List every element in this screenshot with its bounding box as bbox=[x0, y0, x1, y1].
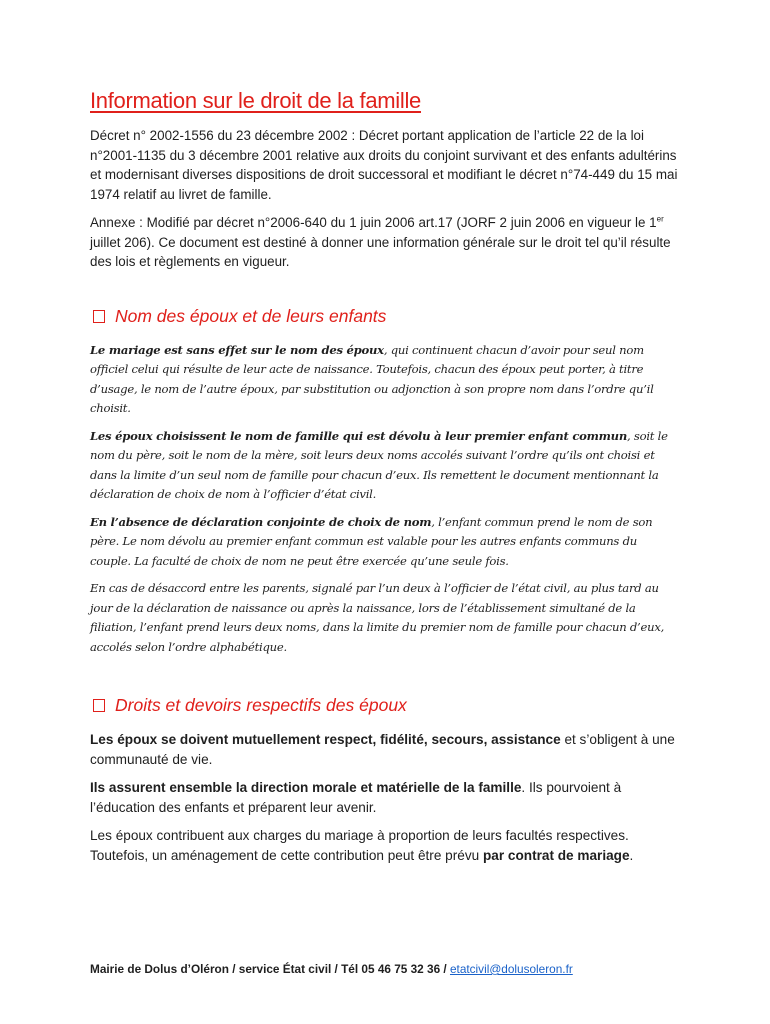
rights-p3-end: . bbox=[629, 847, 634, 863]
names-p1-text: , qui continuent chacun d’avoir pour seul nom officiel celui qui résulte de leur acte de naissance. Toutefois, chacun des époux peut porter, à titre d’usage, le nom de l’autre époux, par substitution ou adjonction à son propre nom dans l’ordre qu’il choisit. bbox=[90, 342, 654, 415]
rights-p1-text: et s’obligent à une communauté de vie. bbox=[90, 732, 675, 767]
section-heading-rights bbox=[90, 695, 680, 716]
names-paragraph-1 bbox=[90, 341, 680, 419]
names-p3-bold: En l’absence de déclaration conjointe de choix de nom bbox=[90, 514, 432, 529]
annexe-superscript: er bbox=[656, 214, 664, 224]
section-heading-names bbox=[90, 306, 680, 327]
names-paragraph-4: En cas de désaccord entre les parents, signalé par l’un deux à l’officier de l’état civil, au plus tard au jour de la déclaration de naissance ou après la naissance, lors de l’établissement simultané de la filiation, l’enfant prend leurs deux noms, dans la limite du premier nom de famille pour chacun d’eux, accolés selon l’ordre alphabétique. bbox=[90, 581, 665, 654]
footer-email-link[interactable]: etatcivil@dolusoleron.fr bbox=[449, 962, 573, 976]
rights-p2-text: . Ils pourvoient à l’éducation des enfants et préparent leur avenir. bbox=[90, 780, 622, 815]
rights-paragraph-1 bbox=[90, 730, 680, 769]
rights-p3-text: Les époux contribuent aux charges du mariage à proportion de leurs facultés respectives. Toutefois, un aménagement de cette contribution peut être prévu bbox=[90, 828, 629, 863]
rights-p3-bold: par contrat de mariage bbox=[482, 847, 630, 863]
checkbox-square-icon bbox=[93, 699, 105, 712]
names-p3-text: , l’enfant commun prend le nom de son père. Le nom dévolu au premier enfant commun est valable pour les autres enfants communs du couple. La faculté de choix de nom ne peut être exercée qu’une seule fois. bbox=[90, 514, 653, 568]
annexe-text-a: Annexe : Modifié par décret n°2006-640 du 1 juin 2006 art.17 (JORF 2 juin 2006 en vigueur le 1 bbox=[90, 215, 657, 230]
rights-paragraph-3 bbox=[90, 826, 680, 865]
names-paragraph-2 bbox=[90, 427, 680, 505]
rights-p1-bold: Les époux se doivent mutuellement respect, fidélité, secours, assistance bbox=[90, 732, 561, 747]
page-footer bbox=[90, 962, 573, 976]
section-heading-label: Droits et devoirs respectifs des époux bbox=[115, 695, 407, 715]
checkbox-square-icon bbox=[93, 310, 105, 323]
annexe-text-b: juillet 206). Ce document est destiné à donner une information générale sur le droit tel qu’il résulte des lois et règlements en vigueur. bbox=[90, 234, 671, 269]
names-paragraph-3 bbox=[90, 513, 680, 572]
rights-paragraph-2 bbox=[90, 778, 680, 817]
names-p2-text: , soit le nom du père, soit le nom de la mère, soit leurs deux noms accolés suivant l’ordre qu’ils ont choisi et dans la limite d’un seul nom de famille pour chacun d’eux. Ils remettent le document mentionnant la déclaration de choix de nom à l’officier d’état civil. bbox=[90, 428, 668, 501]
rights-p2-bold: Ils assurent ensemble la direction morale et matérielle de la famille bbox=[90, 780, 522, 795]
intro-annexe bbox=[90, 213, 680, 272]
intro-decret: Décret n° 2002-1556 du 23 décembre 2002 : Décret portant application de l’article 22 de la loi n°2001-1135 du 3 décembre 2001 relative aux droits du conjoint survivant et des enfants adultérins et modernisant diverses dispositions de droit successoral et modifiant le décret n°74-449 du 15 mai 1974 relatif au livret de famille. bbox=[90, 128, 678, 202]
names-p2-bold: Les époux choisissent le nom de famille qui est dévolu à leur premier enfant commun bbox=[90, 428, 628, 443]
footer-contact-text: Mairie de Dolus d’Oléron / service État civil / Tél 05 46 75 32 36 / bbox=[90, 962, 450, 976]
section-heading-label: Nom des époux et de leurs enfants bbox=[115, 305, 387, 326]
names-p1-bold: Le mariage est sans effet sur le nom des époux bbox=[90, 342, 384, 357]
document-page bbox=[90, 88, 680, 874]
page-title: Information sur le droit de la famille bbox=[90, 88, 421, 113]
